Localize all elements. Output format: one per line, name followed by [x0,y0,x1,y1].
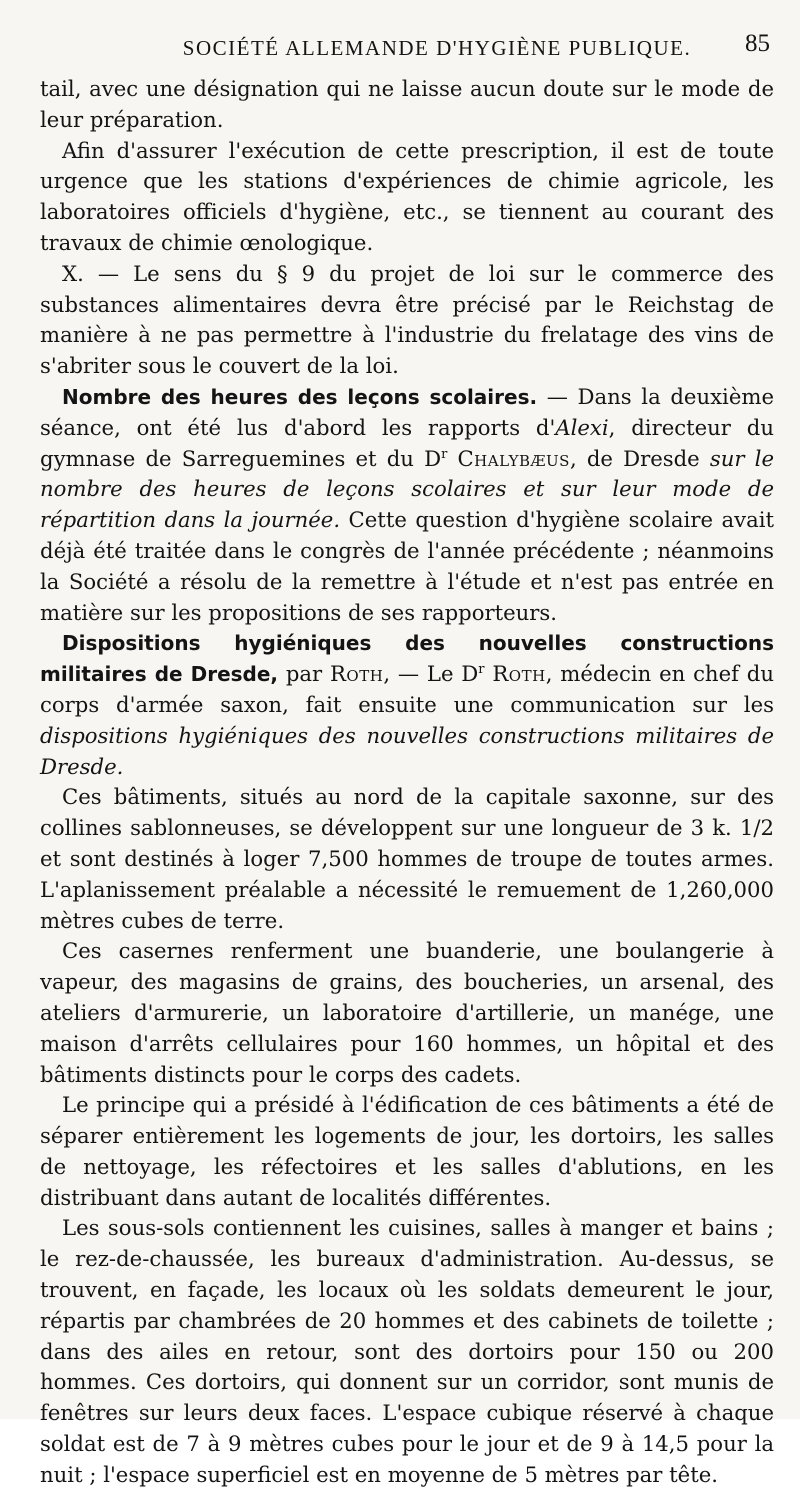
text-run: , directeur du gymnase de Sarreguemines et du D [40,414,774,471]
paragraph-floors: Les sous-sols contiennent les cuisines, salles à manger et bains ; le rez-de-chaussée, les bureaux d'administration. Au-dessus, se trouvent, en façade, les locaux où les soldats demeurent le jour, répartis par chambrées de 20 hommes et des cabinets de toilette ; dans des ailes en retour, sont des dortoirs pour 150 ou 200 hommes. Ces dortoirs, qui donnent sur un corridor, sont munis de fenêtres sur leurs deux faces. L'espace cubique réservé à chaque soldat est de 7 à 9 mètres cubes pour le jour et de 9 à 14,5 pour la nuit ; l'espace superficiel est en moyenne de 5 mètres par tête. [40,1215,774,1487]
text-run: , médecin en chef du corps d'armée saxon, fait ensuite une communication sur les [40,661,774,717]
paragraph-principle: Le principe qui a présidé à l'édification de ces bâtiments a été de séparer entièrement les logements de jour, les dortoirs, les salles de nettoyage, les réfectoires et les salles d'ablutions, en les distribuant dans autant de localités différentes. [40,1092,774,1210]
author-name-alexi: Alexi [555,414,609,440]
superscript: r [441,446,448,462]
superscript: r [478,662,485,678]
paragraph-school-hours [40,382,774,628]
text-run: , de Dresde [569,445,710,471]
paragraph-oenology: Afin d'assurer l'exécution de cette prescription, il est de toute urgence que les stations d'expériences de chimie agricole, les laboratoires officiels d'hygiène, etc., se tiennent au courant des travaux de chimie œnologique. [40,137,774,255]
paragraph-facilities: Ces casernes renferment une buanderie, une boulangerie à vapeur, des magasins de grains, des boucheries, un arsenal, des ateliers d'armurerie, un laboratoire d'artillerie, un manége, une maison d'arrêts cellulaires pour 160 hommes, un hôpital et des bâtiments distincts pour le corps des cadets. [40,938,774,1087]
text-run: par [278,661,330,687]
communication-title: dispositions hygiéniques des nouvelles constructions militaires de Dresde. [40,722,774,779]
paragraph-site: Ces bâtiments, situés au nord de la capitale saxonne, sur des collines sablonneuses, se développent sur une longueur de 3 k. 1/2 et sont destinés à loger 7,500 hommes de troupe de toutes armes. L'aplanissement préalable a nécessité le remuement de 1,260,000 mètres cubes de terre. [40,784,774,933]
body-text [40,74,774,1491]
running-title: SOCIÉTÉ ALLEMANDE D'HYGIÈNE PUBLIQUE. [182,36,692,60]
paragraph-military-buildings [40,628,774,782]
text-run: , — Le D [383,661,479,687]
paragraph-continuation: tail, avec une désignation qui ne laisse aucun doute sur le mode de leur préparation. [40,76,774,132]
section-heading-school-hours: Nombre des heures des leçons scolaires. [62,384,538,409]
text-run: — Dans la deuxième séance, ont été lus d'abord les rapports d' [40,383,774,440]
paragraph-article-x: X. — Le sens du § 9 du projet de loi sur le commerce des substances alimentaires devra être précisé par le Reichstag de manière à ne pas permettre à l'industrie du frelatage des vins de s'abriter sous le couvert de la loi. [40,260,774,379]
running-head [40,30,774,74]
report-title: sur le nombre des heures de leçons scolaires et sur leur mode de répartition dans la journée. [40,445,774,533]
page-number: 85 [745,30,770,57]
text-run: Cette question d'hygiène scolaire avait déjà été traitée dans le congrès de l'année précédente ; néanmoins la Société a résolu de la remettre à l'étude et n'est pas entrée en matière sur les propositions de ses rapporteurs. [40,507,774,625]
author-name-roth: Roth [492,661,546,687]
author-name-roth: Roth [329,661,384,687]
author-name-chalybaeus: Chalybæus [457,445,570,471]
section-heading-military: Dispositions hygiéniques des nouvelles constructions militaires de Dresde, [40,631,774,687]
